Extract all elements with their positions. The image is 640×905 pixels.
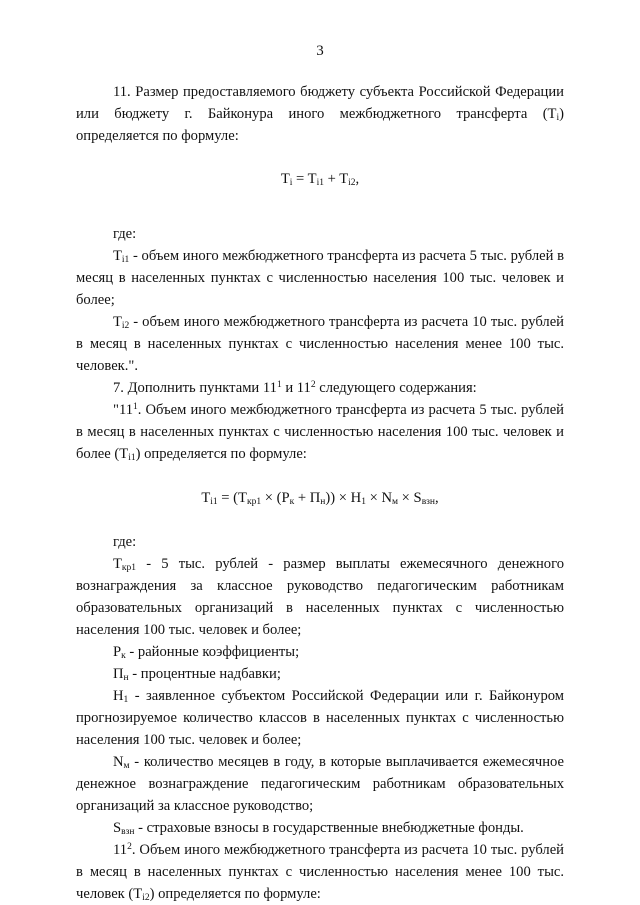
symbol: T bbox=[113, 556, 122, 572]
formula-part: + П bbox=[294, 490, 321, 506]
text-run: следующего содержания: bbox=[315, 380, 477, 396]
subscript: i2 bbox=[348, 178, 356, 188]
subscript: м bbox=[392, 497, 399, 507]
subscript: 1 bbox=[123, 695, 129, 705]
superscript: 2 bbox=[310, 380, 316, 390]
text-run: и 11 bbox=[281, 380, 311, 396]
subscript: кр1 bbox=[246, 497, 262, 507]
symbol: S bbox=[113, 820, 122, 836]
formula-part: × S bbox=[398, 490, 422, 506]
definition-text: - заявленное субъектом Российской Федерации или г. Байконуром прогнозируемое количество классов в населенных пунктах с численностью населения 100 тыс. человек и более; bbox=[76, 688, 564, 748]
symbol: H bbox=[113, 688, 124, 704]
definition-text: - районные коэффициенты; bbox=[125, 644, 300, 660]
superscript: 2 bbox=[127, 842, 132, 852]
symbol: P bbox=[113, 644, 122, 660]
document-body bbox=[76, 81, 564, 905]
subscript: i2 bbox=[142, 893, 150, 903]
symbol: T bbox=[113, 248, 122, 264]
text-run: ) определяется по формуле: bbox=[135, 446, 307, 462]
subscript: i2 bbox=[121, 321, 130, 331]
paragraph-11-2 bbox=[76, 839, 564, 905]
definition-text: - 5 тыс. рублей - размер выплаты ежемесячного денежного вознаграждения за классное руководство педагогическим работникам образовательных организаций в населенных пунктах с численностью населения 100 тыс. человек и более; bbox=[76, 556, 564, 638]
subscript: н bbox=[320, 497, 326, 507]
definition-nm bbox=[76, 751, 564, 817]
definition-text: - количество месяцев в году, в которые выплачивается ежемесячное денежное вознаграждение педагогическим работникам образовательных организаций за классное руководство; bbox=[76, 754, 564, 814]
definition-pk bbox=[76, 641, 564, 663]
text-run: . Объем иного межбюджетного трансферта из расчета 5 тыс. рублей в месяц в населенных пунктах с численностью населения 100 тыс. человек и более (T bbox=[76, 402, 564, 462]
formula-part: , bbox=[355, 171, 360, 187]
superscript: 1 bbox=[133, 402, 138, 412]
symbol: N bbox=[113, 754, 124, 770]
subscript: i bbox=[289, 178, 293, 188]
formula-ti bbox=[76, 168, 564, 190]
formula-part: , bbox=[435, 490, 439, 506]
subscript: м bbox=[123, 761, 130, 771]
where-label: где: bbox=[113, 226, 137, 242]
text-run: "11 bbox=[113, 402, 134, 418]
item-7 bbox=[76, 377, 564, 399]
where-label: где: bbox=[113, 534, 137, 550]
formula-part: T bbox=[280, 171, 290, 187]
paragraph-11 bbox=[76, 81, 564, 147]
subscript: взн bbox=[421, 497, 436, 507]
definition-ti2 bbox=[76, 311, 564, 377]
definition-text: - объем иного межбюджетного трансферта из расчета 5 тыс. рублей в месяц в населенных пунктах с численностью населения 100 тыс. человек и более; bbox=[76, 248, 564, 308]
text-run: ) определяется по формуле: bbox=[76, 106, 564, 144]
formula-part: + T bbox=[323, 171, 349, 187]
definition-svzn bbox=[76, 817, 564, 839]
subscript: к bbox=[121, 651, 126, 661]
subscript: 1 bbox=[361, 497, 366, 507]
subscript: н bbox=[123, 673, 129, 683]
formula-part: × N bbox=[365, 490, 393, 506]
definition-h1 bbox=[76, 685, 564, 751]
subscript: i1 bbox=[121, 255, 130, 265]
subscript: i1 bbox=[316, 178, 324, 188]
text-run: ) определяется по формуле: bbox=[149, 886, 321, 902]
definition-ti1 bbox=[76, 245, 564, 311]
definition-text: - процентные надбавки; bbox=[128, 666, 281, 682]
formula-part: T bbox=[201, 490, 211, 506]
page-number: 3 bbox=[316, 43, 324, 59]
subscript: i1 bbox=[210, 497, 218, 507]
definition-text: - страховые взносы в государственные внебюджетные фонды. bbox=[134, 820, 524, 836]
symbol: П bbox=[113, 666, 124, 682]
text-run: 11 bbox=[113, 842, 128, 858]
subscript: взн bbox=[121, 827, 135, 837]
subscript: кр1 bbox=[121, 563, 137, 573]
definition-text: - объем иного межбюджетного трансферта из расчета 10 тыс. рублей в месяц в населенных пунктах с численностью населения менее 100 тыс. человек.". bbox=[76, 314, 564, 374]
subscript: i bbox=[556, 113, 560, 123]
formula-part: = T bbox=[292, 171, 317, 187]
paragraph-11-1 bbox=[76, 399, 564, 465]
symbol: T bbox=[113, 314, 122, 330]
text-run: . Объем иного межбюджетного трансферта из расчета 10 тыс. рублей в месяц в населенных пунктах с численностью населения менее 100 тыс. человек (T bbox=[76, 842, 564, 902]
formula-part: = (T bbox=[217, 490, 247, 506]
definition-pn bbox=[76, 663, 564, 685]
superscript: 1 bbox=[276, 380, 282, 390]
text-run: 7. Дополнить пунктами 11 bbox=[113, 380, 277, 396]
subscript: к bbox=[289, 497, 295, 507]
formula-part: × (P bbox=[261, 490, 290, 506]
subscript: i1 bbox=[128, 453, 136, 463]
formula-ti1 bbox=[76, 487, 564, 509]
definition-tkr1 bbox=[76, 553, 564, 641]
text-run: 11. Размер предоставляемого бюджету субъекта Российской Федерации или бюджету г. Байконура иного межбюджетного трансферта (T bbox=[76, 84, 564, 122]
formula-part: )) × H bbox=[325, 490, 362, 506]
